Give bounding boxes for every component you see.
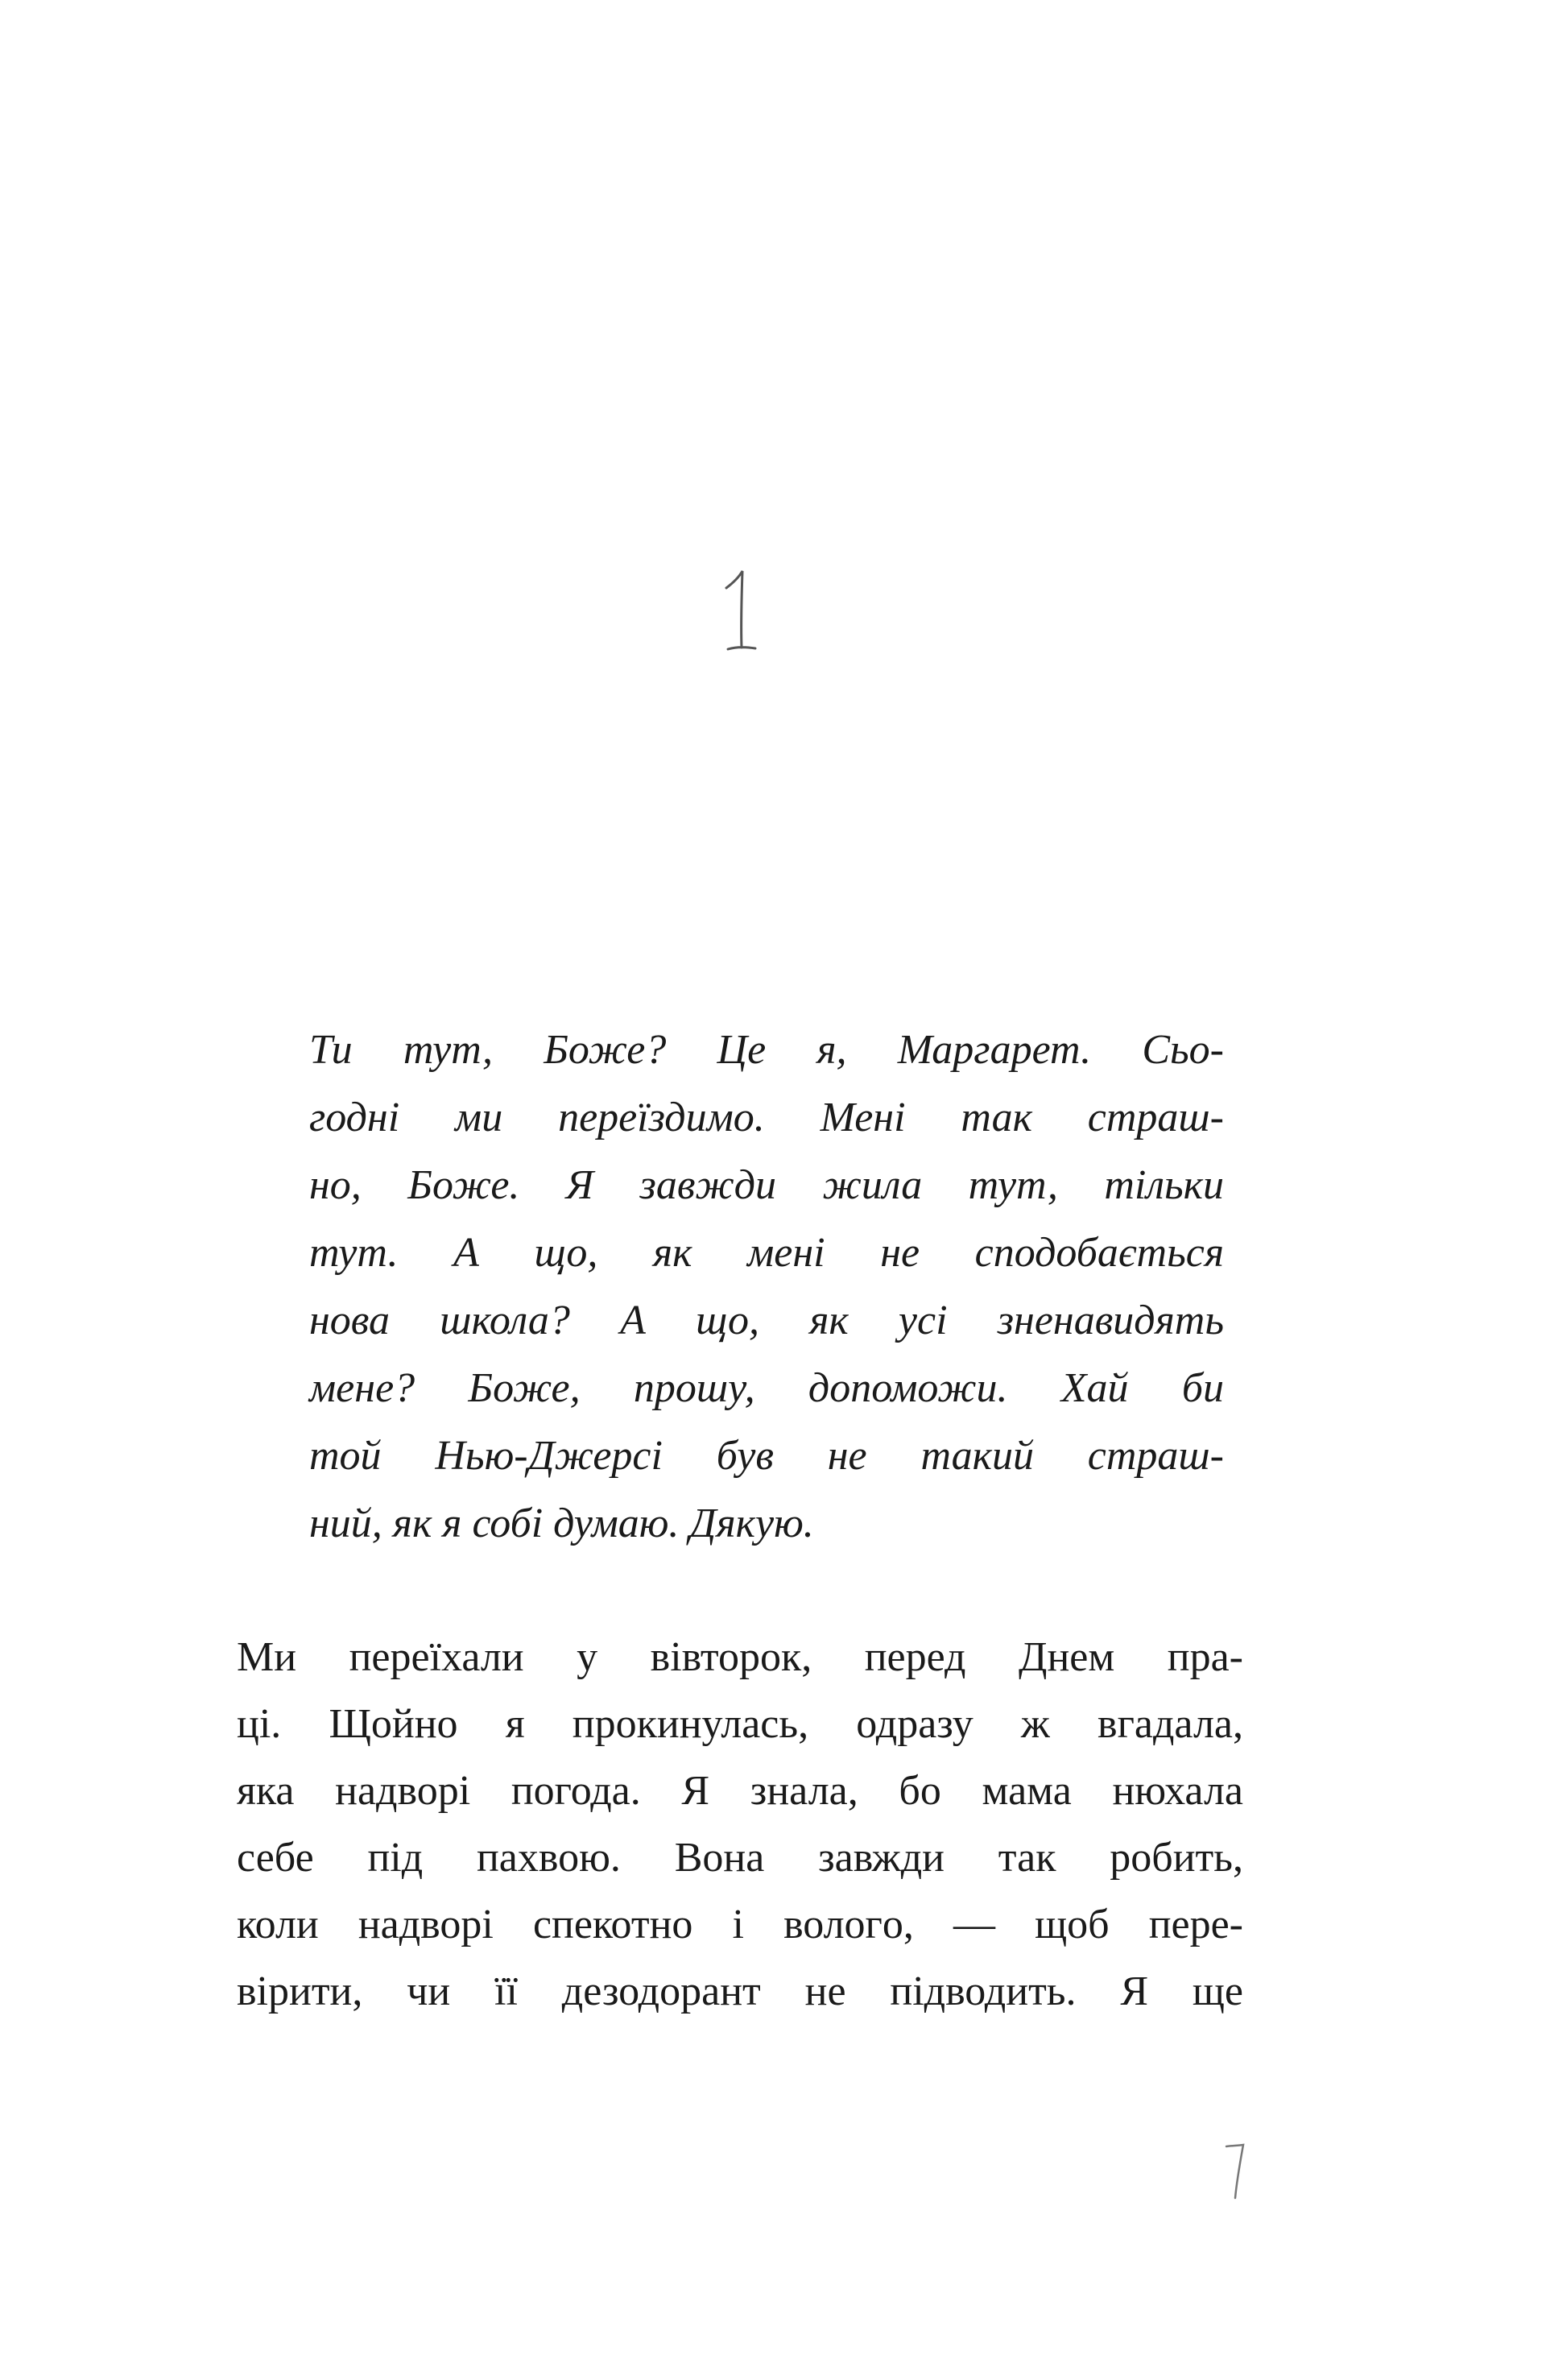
chapter-number bbox=[709, 564, 765, 660]
prayer-line: но, Боже. Я завжди жила тут, тільки bbox=[309, 1162, 1224, 1208]
prayer-line: Ти тут, Боже? Це я, Маргарет. Сьо- bbox=[309, 1027, 1224, 1073]
prayer-line: мене? Боже, прошу, допоможи. Хай би bbox=[309, 1365, 1224, 1411]
prayer-line: нова школа? А що, як усі зненавидять bbox=[309, 1298, 1224, 1343]
prayer-paragraph bbox=[309, 1016, 1224, 1558]
body-line: вірити, чи її дезодорант не підводить. Я ще bbox=[237, 1968, 1243, 2014]
prayer-line: тут. А що, як мені не сподобається bbox=[309, 1230, 1224, 1276]
page-number bbox=[1222, 2138, 1246, 2203]
body-line: ці. Щойно я прокинулась, одразу ж вгадала, bbox=[237, 1701, 1243, 1747]
body-line: яка надворі погода. Я знала, бо мама нюхала bbox=[237, 1768, 1243, 1814]
prayer-line: ний, як я собі думаю. Дякую. bbox=[309, 1500, 814, 1546]
body-line: коли надворі спекотно і вологo, — щоб пере- bbox=[237, 1902, 1243, 1947]
prayer-line: той Нью-Джерсі був не такий страш- bbox=[309, 1433, 1224, 1479]
prayer-line: годні ми переїздимо. Мені так страш- bbox=[309, 1095, 1224, 1140]
chapter-number-glyph bbox=[709, 564, 765, 660]
body-line: Ми переїхали у вівторок, перед Днем пра- bbox=[237, 1634, 1243, 1680]
body-line: себе під пахвою. Вона завжди так робить, bbox=[237, 1835, 1243, 1881]
page-number-glyph bbox=[1222, 2138, 1246, 2203]
body-paragraph bbox=[237, 1624, 1243, 2025]
